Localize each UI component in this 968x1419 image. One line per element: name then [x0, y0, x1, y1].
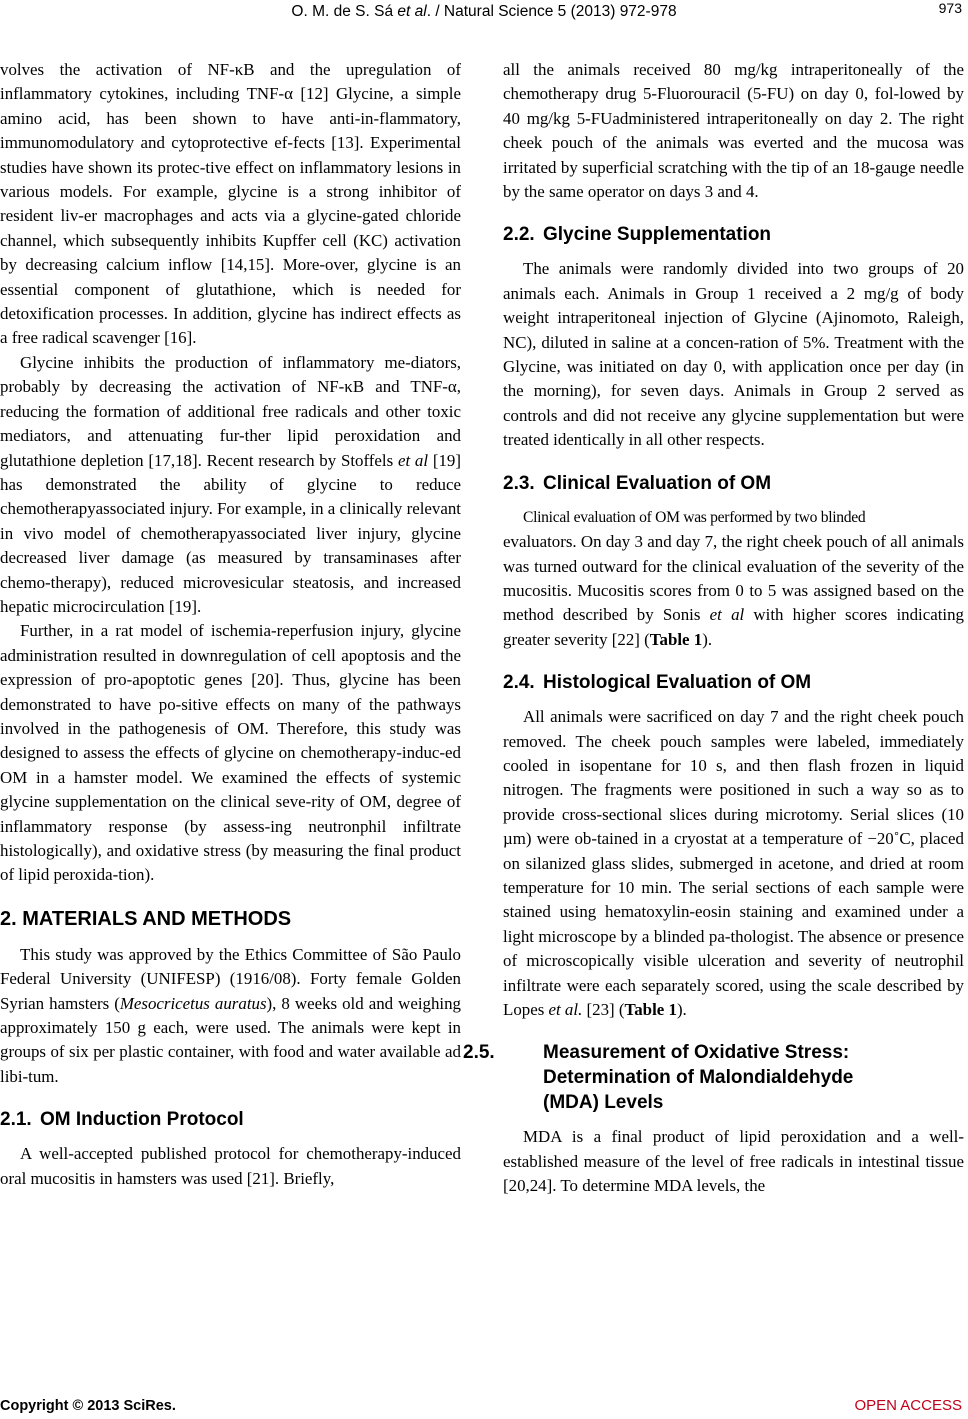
subsection-title-oxidative-stress: [463, 1040, 964, 1115]
subsection-text: Glycine Supplementation: [543, 224, 772, 246]
subsection-text: OM Induction Protocol: [40, 1109, 244, 1131]
paragraph-glycine-intro: volves the activation of NF-κB and the upregulation of inflammatory cytokines, including TNF-α [12] Glycine, a simple amino acid, has been shown to have anti-in-flammatory, immunomodulatory and cytoprotective ef-fects [13]. Experimental studies have shown its protec-tive effect on inflammatory lesions in various models. For example, glycine is a strong inhibitor of resident liv-er macrophages and acts via a glycine-gated chloride channel, which subsequently inhibits Kupffer cell (KC) activation by decreasing calcium inflow [14,15]. More-over, glycine is an essential component of glutathione, which is needed for detoxification processes. In addition, glycine has indirect effects as a free radical scavenger [16].: [0, 60, 461, 348]
open-access-label: OPEN ACCESS: [854, 1397, 962, 1414]
text-run: All animals were sacrificed on day 7 and the right cheek pouch removed. The cheek pouch samples were labeled, immediately cooled in isopentane for 10 s, and then flash frozen in liquid nitrogen. The fragments were positioned in such a way so as to provide cross-sectional slices during microtomy. Serial slices (10 µm) were ob-tained in a cryostat at a temperature of −20˚C, placed on silanized glass slides, submerged in acetone, and dried at room temperature for 10 min. The serial sections of each sample were stained using hematoxylin-eosin staining and examined under a light microscope by a blinded pa-thologist. The absence or presence of microscopically visible ulceration and severity of neutrophil infiltrate were each separately scored, using the scale described by Lopes: [503, 707, 964, 1019]
subsection-number: 2.5.: [463, 1042, 495, 1064]
subsection-title-clinical-evaluation: [503, 471, 964, 496]
paragraph-5fu-dosing: all the animals received 80 mg/kg intraperitoneally of the chemotherapy drug 5-Fluorouracil (5-FU) on day 0, fol-lowed by 40 mg/kg 5-FUadministered intraperitoneally on day 2. The right cheek pouch of the animals was everted and the mucosa was irritated by superficial scratching with the tip of an 18-gauge needle by the same operator on days 3 and 4.: [503, 60, 964, 202]
subsection-number: 2.1.: [0, 1109, 32, 1131]
header-et-al: et al: [397, 3, 427, 20]
paragraph-glycine-inhibits: [0, 351, 461, 619]
subsection-text: Clinical Evaluation of OM: [543, 472, 772, 494]
subsection-number: 2.3.: [503, 472, 535, 494]
text-run: evaluators. On day 3 and day 7, the right cheek pouch of all animals was turned outward for the clinical evaluation of the severity of the mucositis. Mucositis scores from 0 to 5 was assigned based on the method described by Sonis: [503, 532, 964, 625]
text-run: This study was approved by the Ethics Committee of São Paulo Federal University (UNIFESP) (1916/08). Forty female Golden Syrian hamsters (: [0, 944, 461, 1013]
paragraph-mda: MDA is a final product of lipid peroxidation and a well-established measure of the level of free radicals in intestinal tissue [20,24]. To determine MDA levels, the: [503, 1127, 964, 1196]
text-run: ), 8 weeks old and weighing approximately 150 g each, were used. The animals were kept in groups of six per plastic container, with food and water available ad libi-tum.: [0, 993, 461, 1086]
subsection-title-glycine-supplementation: [503, 222, 964, 247]
subsection-text: Histological Evaluation of OM: [543, 672, 812, 694]
right-column: [463, 58, 964, 1199]
et-al-text: et al: [397, 450, 429, 470]
section-title-materials-methods: 2. MATERIALS AND METHODS: [0, 907, 292, 930]
text-run: ).: [676, 1000, 687, 1019]
paragraph-histology: [503, 705, 964, 1022]
header-journal: . / Natural Science 5 (2013) 972-978: [426, 3, 677, 20]
text-run: Glycine inhibits the production of inflammatory me-diators, probably by decreasing the activation of NF-κB and TNF-α, reducing the formation of additional free radicals and other toxic mediators, and attenuating fur-ther lipid peroxidation and glutathione depletion [17,18]. Recent research by Stoffels: [0, 352, 461, 470]
subsection-title-om-induction: [0, 1107, 461, 1132]
paragraph-ischemia-model: Further, in a rat model of ischemia-reperfusion injury, glycine administration resulted in downregulation of cell apoptosis and the expression of pro-apoptotic genes [20]. Thus, glycine has been demonstrated to have po-sitive effects on many of the pathways involved in the pathogenesis of OM. Therefore, this study was designed to assess the effects of glycine on chemotherapy-induc-ed OM in a hamster model. We examined the effects of systemic glycine supplementation on the clinical seve-rity of OM, degree of inflammatory response (by assess-ing neutronphil infiltrate histologically), and oxidative stress (by measuring the final product of lipid peroxida-tion).: [0, 621, 461, 885]
table-reference: Table 1: [649, 629, 703, 649]
paragraph-clinical-evaluation: [503, 530, 964, 652]
subsection-text: Measurement of Oxidative Stress:: [543, 1042, 850, 1064]
subsection-text: Determination of Malondialdehyde: [543, 1067, 854, 1089]
page-number: 973: [938, 0, 962, 16]
header-authors: O. M. de S. Sá: [291, 3, 394, 20]
left-column: [0, 58, 461, 1191]
text-run: ).: [702, 629, 713, 649]
subsection-title-histological-evaluation: [503, 670, 964, 695]
table-reference: Table 1: [624, 1000, 677, 1019]
et-al-text: et al.: [548, 1000, 583, 1019]
subsection-number: 2.2.: [503, 224, 535, 246]
text-run: [23] (: [582, 1000, 625, 1019]
paragraph-protocol: A well-accepted published protocol for chemotherapy-induced oral mucositis in hamsters was used [21]. Briefly,: [0, 1144, 461, 1188]
paragraph-ethics: [0, 943, 461, 1089]
text-run: with higher scores indicating greater severity [22] (: [503, 605, 964, 649]
paragraph-clinical-first-line: Clinical evaluation of OM was performed by two blinded: [523, 508, 866, 526]
running-head: [0, 3, 968, 21]
copyright-notice: Copyright © 2013 SciRes.: [0, 1398, 176, 1414]
subsection-number: 2.4.: [503, 672, 535, 694]
text-run: [19] has demonstrated the ability of glycine to reduce chemotherapyassociated injury. For example, in a clinically relevant in vivo model of chemotherapyassociated liver injury, glycine decreased liver damage (as measured by transaminases after chemo-therapy), reduced microvesicular steatosis, and increased hepatic microcirculation [19].: [0, 450, 461, 616]
species-name: Mesocricetus auratus: [119, 993, 267, 1013]
subsection-text: (MDA) Levels: [543, 1092, 664, 1114]
paragraph-groups: The animals were randomly divided into two groups of 20 animals each. Animals in Group 1 received a 2 mg/g of body weight intraperitoneal injection of Glycine (Ajinomoto, Raleigh, NC), diluted in saline at a concen-ration of 5%. Treatment with the Glycine, was initiated on day 0, with application once per day (in the morning), for seven days. Animals in Group 2 served as controls and did not receive any glycine supplementation but were treated identically in all other respects.: [503, 259, 964, 450]
et-al-text: et al: [709, 605, 745, 625]
